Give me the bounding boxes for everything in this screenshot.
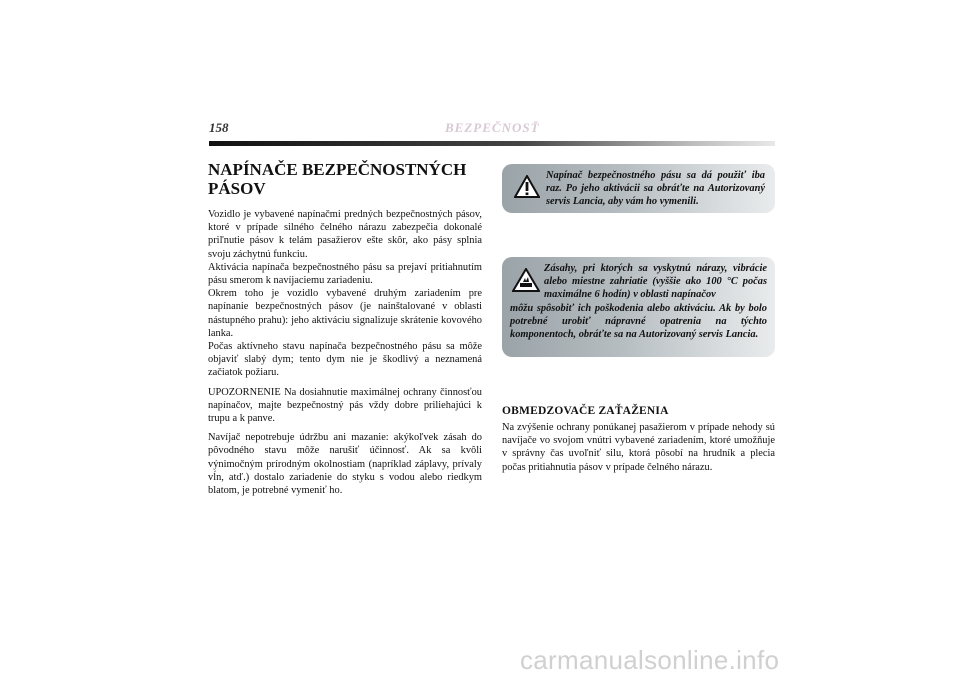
warning-triangle-icon [514,175,540,203]
section-title-line1: NAPÍNAČE BEZPEČNOSTNÝCH [208,160,467,179]
explosive-hazard-icon [512,268,540,297]
watermark: carmanualsonline.info [520,645,780,675]
paragraph-maintenance: Navíjač nepotrebuje údržbu ani mazanie: akýkoľvek zásah do pôvodného stavu môže narušiť účinnosť. Ak sa kvôli výnimočným prírodným okolnostiam (napríklad záplavy, prívaly vĺn, atď.) dostalo zariadenie do styku s vodou alebo riedkym blatom, je potrebné vymeniť ho. [208,432,482,497]
paragraph-intro: Vozidlo je vybavené napínačmi predných bezpečnostných pásov, ktoré v prípade silného čelného nárazu zabezpečia dokonalé priľnutie pásov k telám pasažierov ešte skôr, ako pásy splnia svoju záchytnú funkciu. [208,209,482,260]
warning-box-heat [502,257,775,357]
warning-box-single-use [502,164,775,213]
paragraph-warning-note: UPOZORNENIE Na dosiahnutie maximálnej ochrany činnosťou napínačov, majte bezpečnostný pás vždy dobre priliehajúci k trupu a k panve. [208,386,482,425]
paragraph-second-device: Okrem toho je vozidlo vybavené druhým zariadením pre napínanie bezpečnostných pásov (je nainštalované v oblasti nástupného prahu): jeho aktiváciu signalizuje skrátenie kovového lanka. [208,288,482,339]
section-title [208,160,482,198]
load-limiters-title: OBMEDZOVAČE ZAŤAŽENIA [502,405,669,417]
warning-text-heat-part1: Zásahy, pri ktorých sa vyskytnú nárazy, vibrácie alebo miestne zahriatie (vyššie ako 100 °C počas maximálne 6 hodín) v oblasti napínačov [544,263,767,301]
section-title-line2: PÁSOV [208,179,266,198]
left-column [208,160,482,503]
warning-text-single-use: Napínač bezpečnostného pásu sa dá použiť iba raz. Po jeho aktivácii sa obráťte na Autorizovaný servis Lancia, aby vám ho vymenili. [546,170,765,208]
right-column [502,421,775,480]
section-header: BEZPEČNOSŤ [445,120,540,135]
header-rule [209,141,775,146]
paragraph-activation: Aktivácia napínača bezpečnostného pásu sa prejaví pritiahnutím pásu smerom k navíjaciemu zariadeniu. [208,261,482,287]
paragraph-load-limiters: Na zvýšenie ochrany ponúkanej pasažierom v prípade nehody sú navíjače vo svojom vnútri vybavené zariadením, ktoré umožňuje v správny čas uvoľniť silu, ktorá pôsobí na hrudník a plecia počas pritiahnutia pásov v prípade čelného nárazu. [502,422,775,473]
paragraph-smoke: Počas aktívneho stavu napínača bezpečnostného pásu sa môže objaviť slabý dym; tento dym nie je škodlivý a neznamená začiatok požiaru. [208,341,482,379]
page-number: 158 [209,120,229,135]
warning-text-heat-part2: môžu spôsobiť ich poškodenia alebo aktiváciu. Ak by bolo potrebné urobiť nápravné opatrenia na týchto komponentoch, obráťte sa na Autorizovaný servis Lancia. [510,302,767,341]
